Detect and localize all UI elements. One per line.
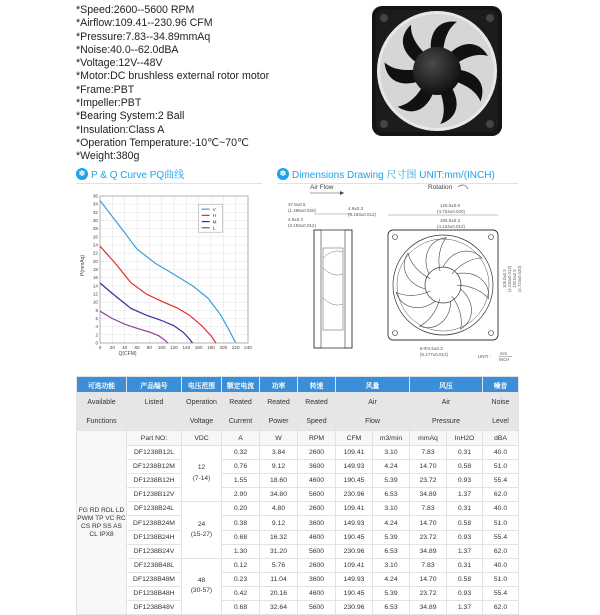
table-row — [77, 460, 519, 474]
table-row — [77, 586, 519, 600]
voltage-range-cell — [182, 446, 222, 502]
dim-depth-inch: (1.488±0.020) — [288, 208, 316, 213]
unit-cell: m3/min — [373, 431, 410, 446]
voltage-nominal: 24 — [197, 520, 206, 528]
table-cell: 51.0 — [483, 460, 519, 474]
spec-list — [76, 4, 406, 164]
y-tick-label: 20 — [92, 258, 98, 264]
drawing-blade — [452, 264, 494, 309]
header-row-cn — [77, 377, 519, 393]
legend-label-V: V — [212, 206, 216, 212]
side-view-blades — [323, 251, 343, 305]
table-cell: 230.96 — [336, 601, 373, 615]
table-cell: 3.84 — [260, 446, 298, 460]
y-tick-label: 14 — [92, 283, 98, 289]
side-view-hub — [323, 248, 343, 330]
table-cell: 6.53 — [373, 601, 410, 615]
table-cell: 4.24 — [373, 460, 410, 474]
table-cell: 34.80 — [260, 488, 298, 502]
spec-item: *Motor:DC brushless external rotor motor — [76, 70, 270, 83]
table-row — [77, 558, 519, 572]
rotation-arrow — [458, 185, 468, 189]
unit-cell: CFM — [336, 431, 373, 446]
header-cell: 噪音 — [483, 377, 519, 393]
header-cell: Functions — [77, 412, 127, 431]
table-cell: 23.72 — [410, 530, 447, 544]
header-cell: Air — [410, 393, 483, 412]
table-cell: 11.04 — [260, 572, 298, 586]
y-tick-label: 0 — [95, 340, 98, 346]
table-cell: 190.45 — [336, 530, 373, 544]
table-cell: 14.70 — [410, 516, 447, 530]
table-cell: 16.32 — [260, 530, 298, 544]
header-cell: 风压 — [410, 377, 483, 393]
y-tick-label: 12 — [92, 291, 98, 297]
fan-icon: ✽ — [277, 168, 289, 180]
unit-inch: INCH — [499, 357, 510, 362]
part-number: DF1238B48V — [127, 601, 182, 615]
dim-flange-inch: (0.193±0.012) — [288, 223, 316, 228]
specification-table — [76, 376, 519, 615]
dim-holes: 8-Φ4.5±0.3 — [420, 346, 443, 351]
unit-cell: A — [222, 431, 260, 446]
dim-holes-inch: (0.177±0.012) — [420, 352, 448, 357]
table-cell: 20.16 — [260, 586, 298, 600]
table-row — [77, 474, 519, 488]
table-cell: 55.4 — [483, 474, 519, 488]
spec-item: *Frame:PBT — [76, 83, 135, 96]
y-tick-label: 28 — [92, 226, 98, 232]
drawing-blade — [413, 295, 458, 333]
table-cell: 34.89 — [410, 601, 447, 615]
header-cell: Noise — [483, 393, 519, 412]
table-cell: 34.89 — [410, 488, 447, 502]
table-cell: 2600 — [298, 502, 336, 516]
table-cell: 6.53 — [373, 488, 410, 502]
table-cell: 62.0 — [483, 488, 519, 502]
table-cell: 230.96 — [336, 544, 373, 558]
header-cell: 功率 — [260, 377, 298, 393]
x-tick-label: 60 — [134, 345, 140, 350]
unit-cell: W — [260, 431, 298, 446]
part-number: DF1238B12M — [127, 460, 182, 474]
part-number: DF1238B24H — [127, 530, 182, 544]
series-line-L — [100, 311, 168, 343]
x-tick-label: 180 — [207, 345, 215, 350]
spec-item: *Speed:2600--5600 RPM — [76, 4, 195, 16]
table-cell: 0.42 — [222, 586, 260, 600]
table-cell: 62.0 — [483, 544, 519, 558]
table-cell: 0.68 — [222, 601, 260, 615]
header-cell: 电压范围 — [182, 377, 222, 393]
functions-cell: FG RD RDL LD PWM TP VC RC CS RP SS AS CL IPX8 — [77, 431, 127, 615]
table-cell: 0.68 — [222, 530, 260, 544]
table-cell: 190.45 — [336, 586, 373, 600]
table-cell: 4600 — [298, 530, 336, 544]
table-cell: 3.10 — [373, 502, 410, 516]
fan-icon: ✽ — [76, 168, 88, 180]
pq-curve-heading — [76, 166, 184, 182]
voltage-range: (7-14) — [192, 474, 211, 482]
dim-flange-right: 4.9±0.3 — [348, 206, 363, 211]
dim-width-inch: (4.724±0.020) — [437, 209, 465, 214]
y-tick-label: 30 — [92, 218, 98, 223]
drawing-blade — [443, 251, 482, 274]
table-cell: 109.41 — [336, 502, 373, 516]
table-cell: 32.64 — [260, 601, 298, 615]
table-cell: 0.31 — [447, 558, 483, 572]
voltage-nominal: 48 — [197, 577, 206, 585]
header-cell: Reated — [298, 393, 336, 412]
table-cell: 3.10 — [373, 446, 410, 460]
spec-item: *Bearing System:2 Ball — [76, 110, 185, 123]
unit-cell: Part NO: — [127, 431, 182, 446]
table-cell: 55.4 — [483, 586, 519, 600]
legend-label-L: L — [212, 225, 216, 231]
table-cell: 5.39 — [373, 586, 410, 600]
table-cell: 1.30 — [222, 544, 260, 558]
table-cell: 51.0 — [483, 516, 519, 530]
header-cell: Air — [336, 393, 410, 412]
part-number: DF1238B24M — [127, 516, 182, 530]
part-number: DF1238B12H — [127, 474, 182, 488]
unit-cell: dBA — [483, 431, 519, 446]
table-cell: 0.20 — [222, 502, 260, 516]
table-cell: 3600 — [298, 516, 336, 530]
table-cell: 23.72 — [410, 586, 447, 600]
dim-height-a: 105.0±0.3 — [502, 269, 507, 288]
dim-depth: 37.8±0.5 — [288, 202, 306, 207]
mount-hole — [489, 235, 494, 240]
pq-curve-title: P & Q Curve PQ曲线 — [91, 170, 185, 181]
table-cell: 3.10 — [373, 558, 410, 572]
dim-flange-right-inch: (0.193±0.012) — [348, 212, 376, 217]
side-view-flange-left — [314, 230, 321, 348]
table-cell: 0.76 — [222, 460, 260, 474]
legend-label-M: M — [212, 219, 217, 225]
spec-item: *Pressure:7.83--34.89mmAq — [76, 30, 211, 43]
table-cell: 2600 — [298, 558, 336, 572]
table-cell: 149.93 — [336, 516, 373, 530]
header-cell — [127, 412, 182, 431]
x-tick-label: 80 — [146, 345, 152, 350]
unit-label: UNIT : — [478, 354, 491, 359]
voltage-range-cell — [182, 558, 222, 614]
table-cell: 5.76 — [260, 558, 298, 572]
table-cell: 0.32 — [222, 446, 260, 460]
dim-hole-pitch: 105.0±0.3 — [440, 218, 460, 223]
table-cell: 230.96 — [336, 488, 373, 502]
voltage-range-cell — [182, 502, 222, 558]
table-cell: 1.37 — [447, 601, 483, 615]
voltage-range: (15-27) — [190, 531, 213, 539]
pq-curve-chart — [60, 186, 260, 356]
y-tick-label: 36 — [92, 193, 98, 199]
table-cell: 7.83 — [410, 446, 447, 460]
table-cell: 0.38 — [222, 516, 260, 530]
legend-label-H: H — [212, 213, 216, 219]
table-row — [77, 544, 519, 558]
table-row — [77, 488, 519, 502]
header-cell: 可选功能 — [77, 377, 127, 393]
part-number: DF1238B24L — [127, 502, 182, 516]
part-number: DF1238B12L — [127, 446, 182, 460]
x-tick-label: 200 — [219, 345, 228, 350]
unit-cell: mmAq — [410, 431, 447, 446]
table-cell: 0.93 — [447, 586, 483, 600]
table-cell: 0.23 — [222, 572, 260, 586]
part-number: DF1238B12V — [127, 488, 182, 502]
header-cell: Reated — [260, 393, 298, 412]
table-cell: 34.89 — [410, 544, 447, 558]
fan-product-photo — [370, 4, 504, 138]
spec-item: *Impeller:PBT — [76, 97, 142, 110]
table-cell: 109.41 — [336, 558, 373, 572]
unit-mm: mm — [500, 351, 507, 356]
table-cell: 3600 — [298, 460, 336, 474]
header-cell: Pressure — [410, 412, 483, 431]
side-view-frame — [314, 230, 352, 348]
table-cell: 18.60 — [260, 474, 298, 488]
dim-height-a-inch: (4.134±0.012) — [507, 265, 512, 292]
y-tick-label: 24 — [92, 242, 98, 248]
voltage-nominal: 12 — [197, 464, 206, 472]
y-tick-label: 16 — [92, 275, 98, 281]
dim-flange: 4.9±0.3 — [288, 217, 303, 222]
mount-hole — [393, 235, 398, 240]
table-cell: 7.83 — [410, 558, 447, 572]
table-cell: 1.37 — [447, 488, 483, 502]
table-cell: 7.83 — [410, 502, 447, 516]
y-tick-label: 8 — [95, 307, 98, 313]
header-cell: Reated — [222, 393, 260, 412]
header-cell: 转速 — [298, 377, 336, 393]
table-cell: 14.70 — [410, 460, 447, 474]
header-cell: Level — [483, 412, 519, 431]
table-cell: 4600 — [298, 474, 336, 488]
x-tick-label: 220 — [231, 345, 240, 350]
header-cell: Speed — [298, 412, 336, 431]
table-cell: 9.12 — [260, 460, 298, 474]
spec-item: *Insulation:Class A — [76, 123, 165, 136]
pq-heading-divider — [76, 183, 262, 184]
front-view-frame — [388, 230, 498, 340]
table-cell: 40.0 — [483, 446, 519, 460]
side-view-flange-right — [345, 230, 352, 348]
table-cell: 5600 — [298, 601, 336, 615]
part-number: DF1238B48H — [127, 586, 182, 600]
table-cell: 0.58 — [447, 572, 483, 586]
front-view-hub — [425, 267, 461, 303]
table-cell: 1.37 — [447, 544, 483, 558]
x-tick-label: 100 — [157, 345, 166, 350]
units-row — [77, 431, 519, 446]
table-cell: 109.41 — [336, 446, 373, 460]
table-row — [77, 446, 519, 460]
x-tick-label: 240 — [244, 345, 252, 350]
header-cell: Operation — [182, 393, 222, 412]
header-row-en — [77, 393, 519, 412]
table-cell: 40.0 — [483, 558, 519, 572]
unit-cell: InH2O — [447, 431, 483, 446]
table-cell: 0.58 — [447, 516, 483, 530]
header-cell: Flow — [336, 412, 410, 431]
table-cell: 0.93 — [447, 474, 483, 488]
header-cell: 风量 — [336, 377, 410, 393]
x-tick-label: 120 — [170, 345, 178, 350]
header-row-en2 — [77, 412, 519, 431]
unit-cell: RPM — [298, 431, 336, 446]
table-cell: 23.72 — [410, 474, 447, 488]
table-cell: 0.31 — [447, 502, 483, 516]
y-tick-label: 34 — [92, 201, 98, 207]
mount-hole — [489, 331, 494, 336]
table-cell: 3600 — [298, 572, 336, 586]
table-row — [77, 516, 519, 530]
spec-item: *Weight:380g — [76, 150, 140, 163]
unit-cell: VDC — [182, 431, 222, 446]
table-cell: 5.39 — [373, 474, 410, 488]
airflow-arrowhead — [340, 191, 344, 195]
dim-width: 120.0±0.5 — [440, 203, 460, 208]
table-cell: 6.53 — [373, 544, 410, 558]
dimensions-title: Dimensions Drawing 尺寸图 UNIT:mm/(INCH) — [292, 170, 495, 181]
x-tick-label: 40 — [122, 345, 128, 350]
table-cell: 5.39 — [373, 530, 410, 544]
table-cell: 51.0 — [483, 572, 519, 586]
part-number: DF1238B24V — [127, 544, 182, 558]
x-tick-label: 20 — [109, 345, 115, 350]
mount-hole — [393, 331, 398, 336]
table-cell: 0.12 — [222, 558, 260, 572]
x-tick-label: 160 — [194, 345, 203, 350]
table-cell: 5600 — [298, 488, 336, 502]
table-cell: 40.0 — [483, 502, 519, 516]
table-cell: 5600 — [298, 544, 336, 558]
series-line-M — [100, 283, 193, 343]
header-cell: 产品编号 — [127, 377, 182, 393]
table-row — [77, 572, 519, 586]
voltage-range: (30-57) — [190, 587, 213, 595]
spec-item: *Airflow:109.41--230.96 CFM — [76, 17, 213, 30]
table-cell: 1.55 — [222, 474, 260, 488]
y-tick-label: 10 — [92, 299, 98, 305]
table-cell: 0.93 — [447, 530, 483, 544]
dim-height-b: 120.0±0.5 — [512, 269, 517, 288]
dim-hole-pitch-inch: (4.134±0.012) — [437, 224, 465, 229]
spec-item: *Noise:40.0--62.0dBA — [76, 43, 179, 56]
part-number: DF1238B48L — [127, 558, 182, 572]
table-cell: 9.12 — [260, 516, 298, 530]
table-row — [77, 530, 519, 544]
y-tick-label: 4 — [95, 324, 98, 330]
table-cell: 0.31 — [447, 446, 483, 460]
header-cell: Voltage — [182, 412, 222, 431]
header-cell: Power — [260, 412, 298, 431]
header-cell: Listed — [127, 393, 182, 412]
x-tick-label: 140 — [182, 345, 191, 350]
table-cell: 55.4 — [483, 530, 519, 544]
table-cell: 2.90 — [222, 488, 260, 502]
table-cell: 4600 — [298, 586, 336, 600]
header-cell: 额定电流 — [222, 377, 260, 393]
x-axis-label: Q(CFM) — [118, 351, 137, 357]
spec-item: *Voltage:12V--48V — [76, 57, 163, 70]
table-cell: 4.80 — [260, 502, 298, 516]
dim-height-b-inch: (4.724±0.020) — [517, 265, 522, 292]
table-cell: 190.45 — [336, 474, 373, 488]
table-cell: 31.20 — [260, 544, 298, 558]
front-view-blades — [393, 233, 494, 332]
table-cell: 4.24 — [373, 516, 410, 530]
table-cell: 62.0 — [483, 601, 519, 615]
header-cell: Available — [77, 393, 127, 412]
spec-item: *Operation Temperature:-10℃~70℃ — [76, 136, 249, 149]
y-tick-label: 6 — [95, 316, 98, 321]
table-row — [77, 502, 519, 516]
table-cell: 4.24 — [373, 572, 410, 586]
table-cell: 0.58 — [447, 460, 483, 474]
table-row — [77, 601, 519, 615]
dimensions-drawing — [282, 178, 522, 362]
y-axis-label: P(mmAq) — [80, 254, 86, 276]
x-tick-label: 0 — [98, 345, 102, 350]
table-cell: 14.70 — [410, 572, 447, 586]
header-cell: Current — [222, 412, 260, 431]
rotation-label: Rotation — [428, 184, 453, 191]
part-number: DF1238B48M — [127, 572, 182, 586]
y-tick-label: 32 — [92, 209, 98, 215]
table-cell: 2600 — [298, 446, 336, 460]
y-tick-label: 22 — [92, 250, 98, 256]
front-view-venturi — [393, 235, 493, 335]
table-cell: 149.93 — [336, 460, 373, 474]
table-cell: 149.93 — [336, 572, 373, 586]
y-tick-label: 2 — [95, 332, 98, 338]
y-tick-label: 26 — [92, 234, 98, 240]
y-tick-label: 18 — [92, 267, 98, 272]
airflow-label: Air Flow — [310, 184, 334, 191]
